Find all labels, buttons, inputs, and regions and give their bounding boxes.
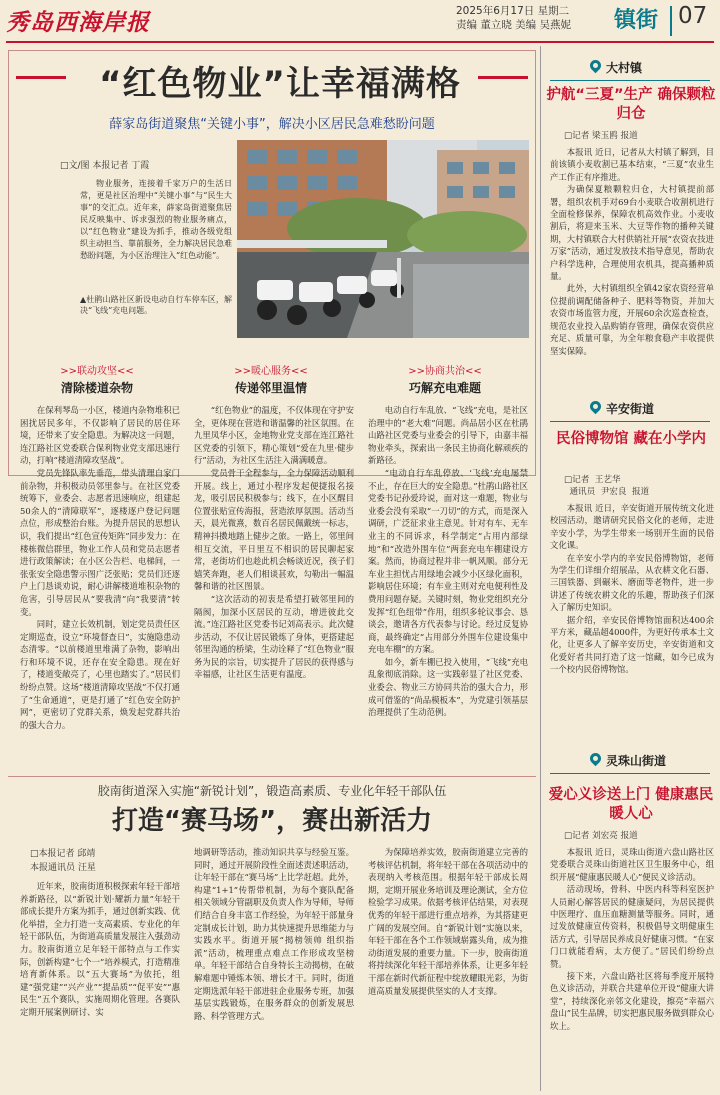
article1-subtitle: 薛家岛街道聚焦“关键小事”，解决小区居民急难愁盼问题 — [109, 117, 435, 132]
paragraph: 如今，新车棚已投入使用，“飞线”充电乱象彻底消除。这一实践彰显了社区党委、业委会、物业三方协同共治的强大合力，形成可借鉴的“尚品模板本”，为党建引领基层治理提供了生动范例。 — [368, 656, 528, 718]
article2-byline-2: 本报通讯员 汪星 — [30, 863, 96, 873]
article2-byline-1: □本报记者 邱靖 — [30, 849, 96, 859]
right-story-3-body — [550, 846, 714, 1090]
paragraph: 党员骨干全程参与，全力保障活动顺利开展。线上，通过小程序发起便捷报名接龙，吸引居民积极参与；线下，在小区醒目位置张贴宣传海报，营造浓厚氛围。活动当天，晨光微熹，数百名居民佩戴统一标志，精神抖擞地踏上健步之旅。一路上，邻里间相互交流，平日里互不相识的居民聊起家常，老街坊们也趁此机会畅谈近况，孩子们嬉笑奔跑，老人们相谈甚欢，勾勒出一幅温馨和谐的社区图景。 — [194, 467, 354, 592]
street-name: 辛安街道 — [606, 402, 655, 416]
article1-byline: □文/图 本报记者 丁霞 — [60, 161, 150, 171]
right-story-2-title: 民俗博物馆 藏在小学内 — [555, 431, 707, 447]
header-rule — [6, 41, 714, 43]
section-head-3 — [370, 362, 520, 396]
right-story-1-title: 护航“三夏”生产 确保颗粒归仓 — [546, 87, 716, 122]
photo-caption-text: 杜鹃山路社区新设电动自行车停车区，解决“飞线”充电问题。 — [80, 295, 232, 315]
section-3-body — [368, 404, 528, 774]
right-story-3-title: 爱心义诊送上门 健康惠民暖人心 — [548, 787, 714, 822]
section-name: 镇街 — [614, 8, 659, 33]
page-number: 07 — [678, 3, 708, 29]
paragraph: 同时，建立长效机制，划定党员责任区定期巡查，设立“环境督查日”，实施隐患动态清零。“以前楼道里堆满了杂物，影响出行和环境不说，还存在安全隐患。现在好了，楼道变敞亮了，心里也踏实了。”居民们纷纷点赞。这场“楼道清障攻坚战”不仅打通了“生命通道”，更是打通了“红色安全防护网”，更密切了党群关系，焕发起党群共治的强大合力。 — [20, 619, 180, 730]
section-tag: >>协商共治<< — [408, 366, 482, 377]
newspaper-logo: 秀岛西海岸报 — [6, 9, 150, 36]
header-editors-line: 责编 董立晓 美编 吴燕妮 — [456, 18, 572, 31]
right-story-2-byline: □记者 王艺华 通讯员 尹宏良 报道 — [564, 475, 650, 497]
section-head-2 — [196, 362, 346, 396]
paragraph: 电动自行车乱放、“飞线”充电，是社区治理中的“老大难”问题。尚品居小区在杜鹃山路社区党委与业委会的引导下，由嘉丰福物业牵头，探索出一条民主协商化解顽疾的新路径。 — [368, 405, 528, 466]
paragraph: “红色物业”的温度，不仅体现在守护安全，更体现在营造和谐温馨的社区氛围。在九里凤华小区，金地物业党支部在连江路社区党委的引领下，精心策划“爱在九里·健步行”活动，为社区生活注入满满暖意。 — [194, 405, 354, 466]
article2-column-3: 为保障培养实效，胶南街道建立完善的考核评估机制，将年轻干部在各项活动中的表现纳入考核范围。根据年轻干部成长周期，定期开展业务培训及理论测试，全方位检验学习成果。依据考核评估结果，对表现优秀的年轻干部进行重点培养，为其搭建更广阔的发展空间。自“新锐计划”实施以来，年轻干部在各个工作领域崭露头角，成为推动街道发展的重要力量。下一步，胶南街道将持续深化年轻干部培养体系，让更多年轻干部在新时代新征程中绽放耀眼光彩，为街道高质量发展提供坚实的人才支撑。 — [368, 847, 528, 996]
article1-title: “红色物业”让幸福满格 — [99, 64, 461, 104]
right-story-1-byline: □记者 梁玉鸥 报道 — [564, 131, 638, 141]
right-story-1-body — [550, 146, 714, 390]
section-2-body — [194, 404, 354, 774]
section-title: 清除楼道杂物 — [60, 381, 133, 395]
paragraph: 据介绍，辛安民俗博物馆面积达400余平方米，藏品超4000件，为更好传承本土文化，让更多人了解辛安历史，辛安街道和文化爱好者共同打造了这一馆藏，如今已成为一个校内民俗博物馆。 — [550, 614, 714, 675]
paragraph: 为确保夏粮颗粒归仓，大村镇提前部署，组织农机手对69台小麦联合收割机进行全面检修保养，保障农机高效作业。小麦收割后，将迎来玉米、大豆等作物的播种关键期，大村镇联合大村供销社开展“农资农技进万家”活动，通过发放技术指导意见，帮助农户科学选种，合理使用农机具，提高播种质量。 — [550, 184, 714, 282]
section-head-1 — [22, 362, 172, 396]
column-divider — [540, 46, 541, 1091]
paragraph: 活动现场，骨科、中医内科等科室医护人员耐心解答居民的健康疑问，为居民提供中医理疗、血压血糖测量等服务。同时，通过发放健康宣传资料，积极倡导文明健康生活方式，引导居民养成良好健康习惯。“在家门口就能看病，太方便了。”居民们纷纷点赞。 — [550, 884, 714, 969]
article2-column-1: 近年来，胶南街道积极探索年轻干部培养新路径，以“新锐计划·耀新力量”年轻干部成长提升方案为抓手，通过创新实践、优化举措，全力打造一支高素质、专业化的年轻干部队伍，为街道高质量发展注入强劲动力。胶南街道立足年轻干部特点与工作实际，创新构建“七个一”培养模式，打造精准培育新体系。以“五大赛场”为依托，组建“强党建”“兴产业”“提品质”“促平安”“惠民生”五个赛队，实施周期化管理。各赛队定期开展案例研讨、实 — [20, 881, 180, 1017]
photo-illustration — [237, 140, 529, 338]
header-date-line: 2025年6月17日 星期二 — [456, 5, 570, 17]
location-pin-icon — [588, 58, 604, 74]
right-story-2-body — [550, 502, 714, 738]
street-rule — [550, 80, 710, 81]
photo-caption: ▲杜鹃山路社区新设电动自行车停车区，解决“飞线”充电问题。 — [80, 295, 232, 315]
paragraph: 本报讯 近日，灵珠山街道六盘山路社区党委联合灵珠山街道社区卫生服务中心，组织开展“健康惠民暖人心”便民义诊活动。 — [550, 847, 714, 882]
article1-photo — [237, 140, 529, 338]
section-tag: >>联动攻坚<< — [60, 366, 134, 377]
paragraph: 党员先锋队率先垂范，带头清理自家门前杂物，并积极动员邻里参与。在社区党委统筹下，业委会、志愿者迅速响应，组建起50余人的“清障联军”，逐楼逐户登记问题点位，形成整治台账。为提升居民的思想认识，我们提出“红色宣传矩阵”同步发力：在楼栋微信群里，物业工作人员和党员志愿者进行政策解读；在小区公告栏、电梯间，一张张安全隐患警示图广泛张贴；党员们还逐户上门恳谈劝说，耐心讲解楼道堆积杂物的危害，引导居民从“要我清”向“我要清”转变。 — [20, 467, 180, 617]
street-name: 灵珠山街道 — [606, 754, 667, 768]
paragraph: “电动自行车乱停放、‘飞线’充电屡禁不止，存在巨大的安全隐患。”杜鹃山路社区党委书记孙爱玲说，面对这一难题，物业与业委会没有采取“一刀切”的方式，而是深入调研，广泛征求业主意见。针对有车、无车业主的不同诉求，科学制定“占用内部绿地”和“改造外围车位”两套充电车棚建设方案。然而，协商过程并非一帆风顺。部分无车业主担忧占用绿地会减少小区绿化面积，影响居住环境；有车业主则对充电便利性及费用问题存疑。关键时刻，物业党组织充分发挥“红色纽带”作用，组织多轮议事会、恳谈会，邀请各方代表参与讨论。经过反复协商，最终确定“占用部分外围车位建设集中充电车棚”的方案。 — [368, 467, 528, 655]
paragraph: 本报讯 近日，记者从大村镇了解到，目前该镇小麦收割已基本结束，“三夏”农业生产工作正有序推进。 — [550, 147, 714, 182]
section-title: 传递邻里温情 — [234, 381, 307, 395]
section-tag: >>暖心服务<< — [234, 366, 308, 377]
header-info — [456, 5, 571, 32]
right-story-3-byline: □记者 刘宏亮 报道 — [564, 831, 638, 841]
paragraph: 此外，大村镇组织全镇42家农资经营单位提前调配储备种子、肥料等物资，并加大农资市场监管力度，开展60余次巡查检查，规范农业投入品购销存管理，确保农资供应充足、质量可靠，为全年粮食稳产丰收提供坚实保障。 — [550, 283, 714, 356]
paragraph: 在辛安小学内的辛安民俗博物馆，老师为学生们详细介绍展品，从农耕文化石器、三国铁器、到碾米、磨面等老物件，进一步讲述了传统农耕文化的乐趣，帮助孩子们深入了解历史知识。 — [550, 552, 714, 613]
location-pin-icon — [588, 751, 604, 767]
paragraph: 接下来，六盘山路社区将每季度开展特色义诊活动，并联合共建单位开设“健康大讲堂”，持续深化亲邻文化建设，擦亮“幸福六盘山”民生品牌，切实把惠民服务做到群众心坎上。 — [550, 971, 714, 1031]
article1-lead: 物业服务，连接着千家万户的生活日常，更是社区治理中“关键小事”与“民生大事”的交汇点。近年来，薛家岛街道聚焦居民反映集中、诉求强烈的物业服务痛点，以“红色物业”建设为抓手，推动各级党组织主动担当、靠前服务，全力解决居民急难愁盼问题，为小区治理注入“红色动能”。 — [80, 179, 232, 260]
section-title: 巧解充电难题 — [408, 381, 481, 395]
section-1-body — [20, 404, 180, 774]
street-rule — [550, 773, 710, 774]
street-name: 大村镇 — [606, 61, 643, 75]
header-divider — [670, 6, 672, 36]
article2-kicker: 胶南街道深入实施“新锐计划”，锻造高素质、专业化年轻干部队伍 — [97, 784, 447, 798]
paragraph: “这次活动的初衷是希望打破邻里间的隔阂，加深小区居民的互动，增进彼此交流。”连江路社区党委书记刘高表示。此次健步活动，不仅让居民锻炼了身体，更搭建起邻里沟通的桥梁，生动诠释了“红色物业”服务为民的宗旨，切实提升了居民的获得感与幸福感，让社区生活更有温度。 — [194, 593, 354, 680]
paragraph: 本报讯 近日，辛安街道开展传统文化进校园活动，邀请研究民俗文化的老师，走进辛安小学，为学生带来一场别开生面的民俗文化课。 — [550, 503, 714, 551]
location-pin-icon — [588, 399, 604, 415]
paragraph: 在保利琴岛一小区，楼道内杂物堆积已困扰居民多年，不仅影响了居民的居住环境，还带来了安全隐患。为解决这一问题，连江路社区党委联合保利物业党支部迅速行动，打响“楼道清障攻坚战”。 — [20, 405, 180, 466]
article2-title: 打造“赛马场”，赛出新活力 — [111, 806, 433, 836]
street-rule — [550, 421, 710, 422]
article-separator — [8, 776, 536, 777]
article2-column-2: 地调研等活动，推动知识共享与经验互鉴。同时，通过开展阶段性全面述责述职活动，让年轻干部在“赛马场”上比学赶超。此外，构建“1+1”传帮带机制，为每个赛队配备相关领域分管副职及负责人作为导师，导师们结合自身丰富工作经验，为年轻干部量身定制成长计划，助力其快速提升思维能力与实践水平。街道开展“揭榜领帅 组织指派”活动，梳理重点难点工作形成攻坚榜单。年轻干部结合自身特长主动揭榜，在破解难题中锤炼本领、增长才干。同时，街道定期选派年轻干部进驻企业服务专班，加强基层实践锻炼，在服务群众的创新发展思路、科学管理方式。 — [194, 847, 354, 1021]
